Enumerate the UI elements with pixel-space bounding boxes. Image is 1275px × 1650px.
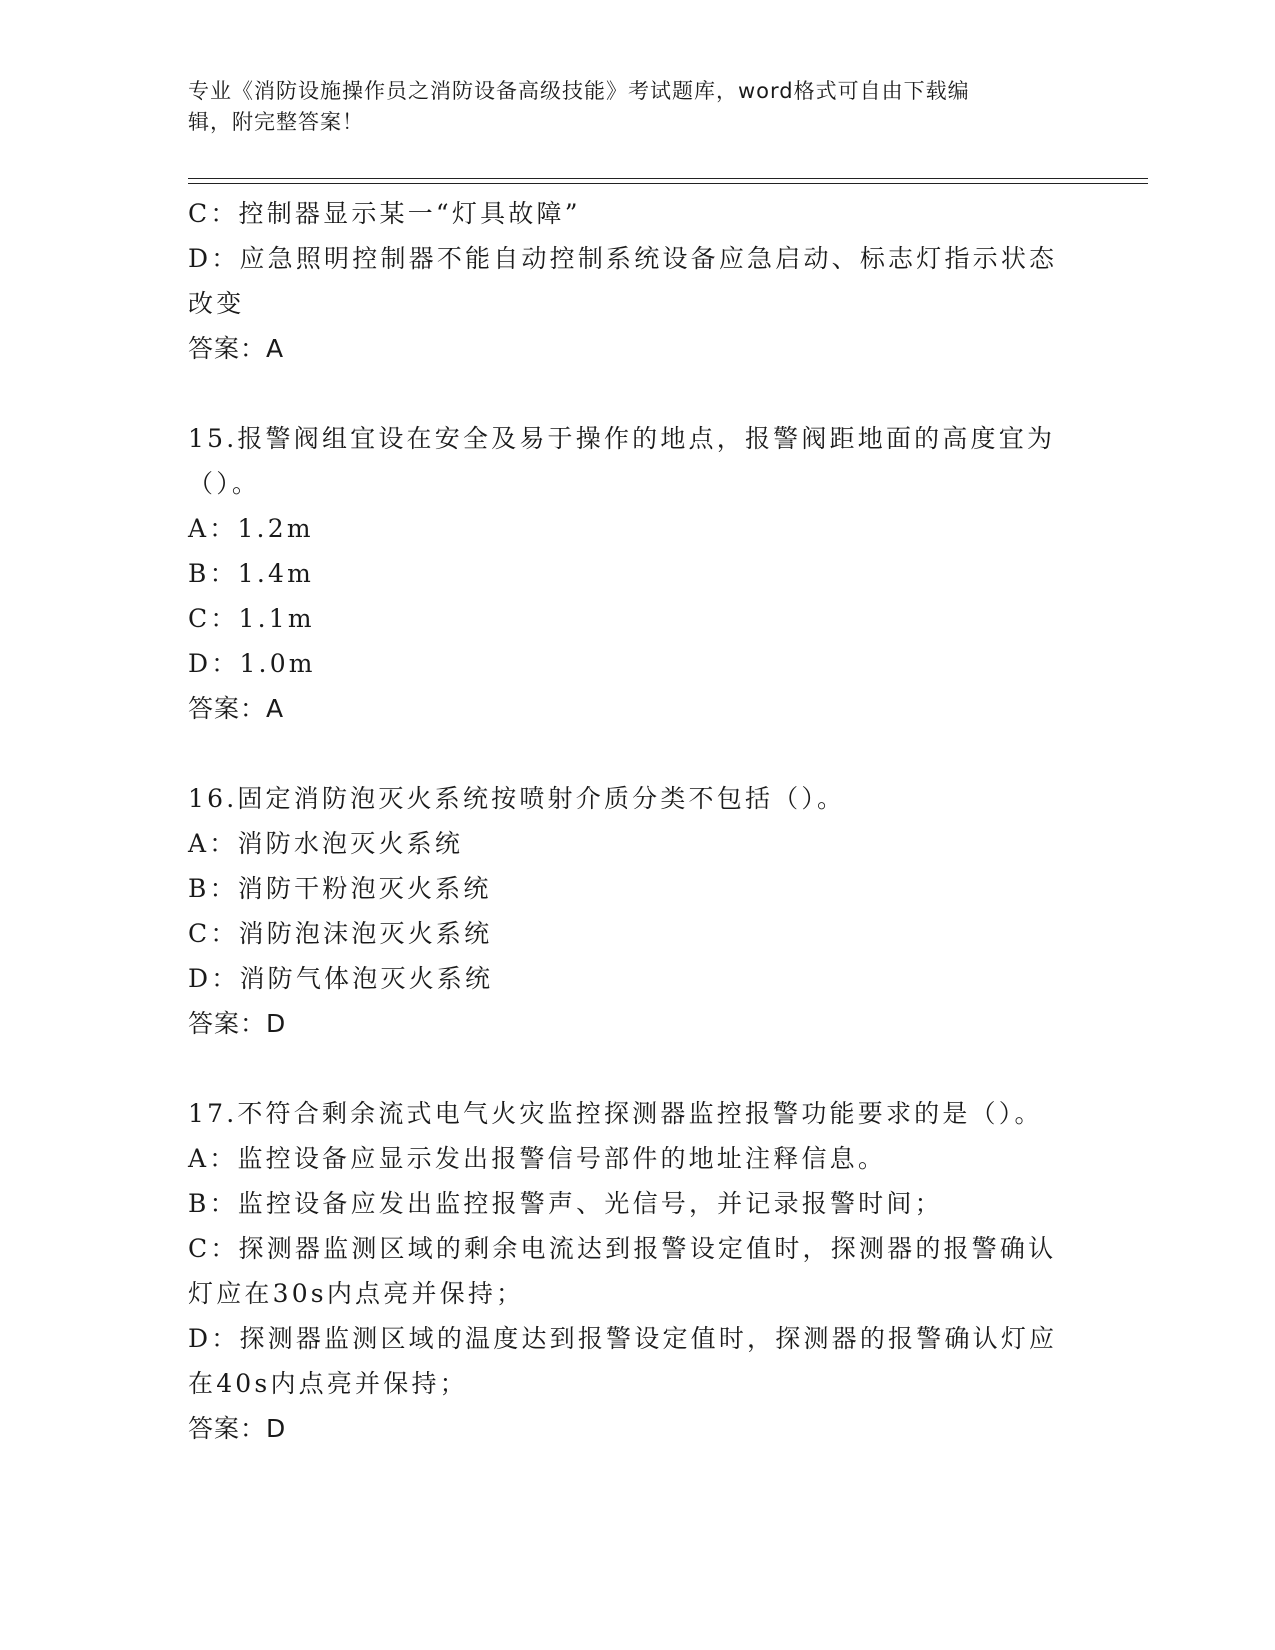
option-a: A：监控设备应显示发出报警信号部件的地址注释信息。 — [188, 1144, 887, 1173]
option-d-line-1: D：应急照明控制器不能自动控制系统设备应急启动、标志灯指示状态 — [188, 244, 1058, 273]
question-stem: 16.固定消防泡灭火系统按喷射介质分类不包括（）。 — [188, 784, 846, 813]
option-d: D：消防气体泡灭火系统 — [188, 964, 494, 993]
answer: 答案：D — [188, 1414, 287, 1443]
question-14-continued — [188, 191, 1078, 371]
option-d: D：1.0m — [188, 649, 316, 678]
page-header — [188, 76, 1068, 138]
question-16 — [188, 776, 1078, 1046]
question-stem-line-1: 15.报警阀组宜设在安全及易于操作的地点，报警阀距地面的高度宜为 — [188, 424, 1056, 453]
header-line-1: 专业《消防设施操作员之消防设备高级技能》考试题库，word格式可自由下载编 — [188, 79, 970, 103]
option-c-line-1: C：探测器监测区域的剩余电流达到报警设定值时，探测器的报警确认 — [188, 1234, 1057, 1263]
option-c: C：1.1m — [188, 604, 315, 633]
option-c-line-2: 灯应在30s内点亮并保持； — [188, 1279, 525, 1308]
question-stem-line-2: （）。 — [188, 469, 261, 498]
answer: 答案：A — [188, 334, 285, 363]
answer: 答案：D — [188, 1009, 287, 1038]
header-divider-bottom — [188, 183, 1148, 184]
option-d-line-2: 改变 — [188, 289, 245, 318]
answer: 答案：A — [188, 694, 285, 723]
option-b: B：监控设备应发出监控报警声、光信号，并记录报警时间； — [188, 1189, 943, 1218]
option-a: A：1.2m — [188, 514, 314, 543]
option-c: C：控制器显示某一“灯具故障” — [188, 199, 581, 228]
option-d-line-2: 在40s内点亮并保持； — [188, 1369, 468, 1398]
question-17 — [188, 1091, 1078, 1451]
question-stem: 17.不符合剩余流式电气火灾监控探测器监控报警功能要求的是（）。 — [188, 1099, 1043, 1128]
question-content — [188, 191, 1078, 1451]
option-a: A：消防水泡灭火系统 — [188, 829, 464, 858]
option-c: C：消防泡沫泡灭火系统 — [188, 919, 493, 948]
option-d-line-1: D：探测器监测区域的温度达到报警设定值时，探测器的报警确认灯应 — [188, 1324, 1058, 1353]
option-b: B：1.4m — [188, 559, 315, 588]
question-15 — [188, 416, 1078, 731]
header-line-2: 辑，附完整答案！ — [188, 110, 364, 134]
option-b: B：消防干粉泡灭火系统 — [188, 874, 492, 903]
header-divider-top — [188, 178, 1148, 179]
